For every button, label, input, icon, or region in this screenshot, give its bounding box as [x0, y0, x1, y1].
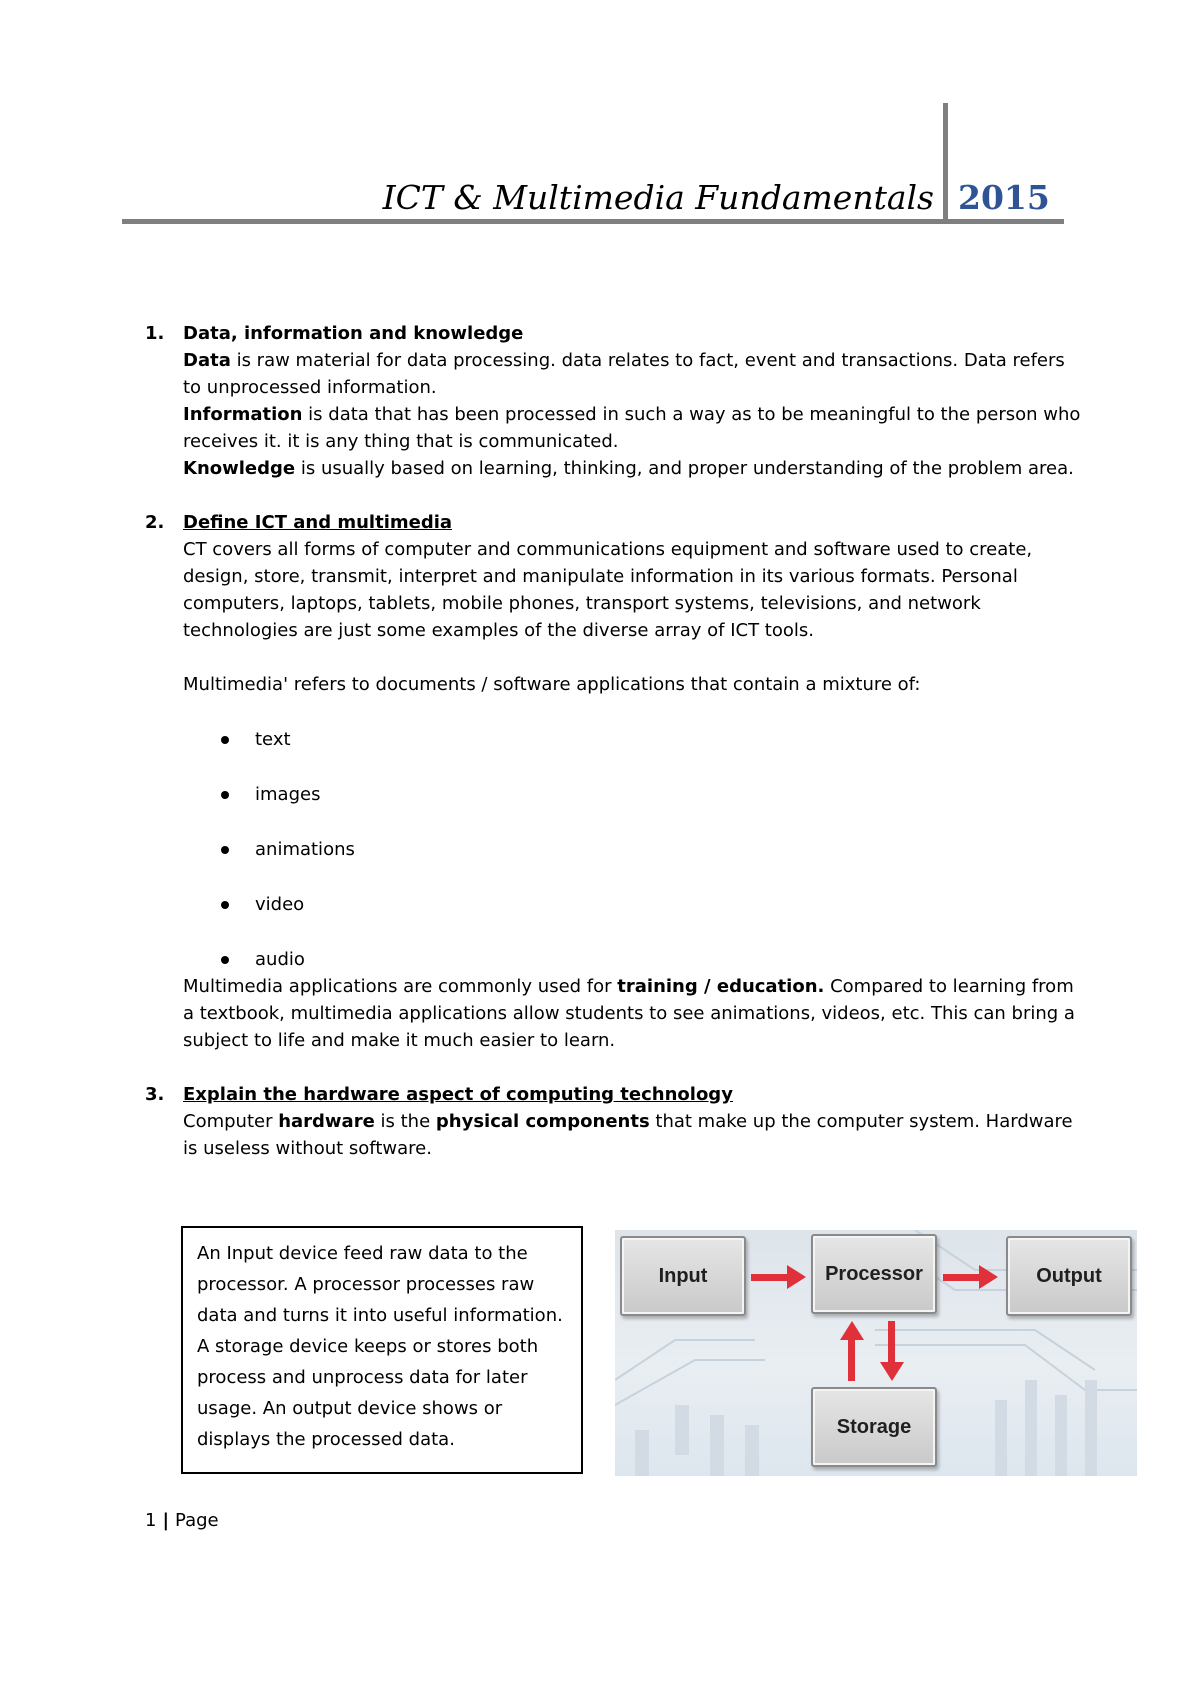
hardware-definition: [183, 1108, 1083, 1162]
term-hardware: hardware: [278, 1111, 375, 1132]
bullet-icon: [221, 901, 229, 909]
list-item: [183, 891, 1200, 918]
bullet-icon: [221, 846, 229, 854]
page-label: Page: [175, 1510, 219, 1531]
section-title: Data, information and knowledge: [183, 323, 524, 344]
term-information: Information: [183, 404, 303, 425]
list-item-text: animations: [255, 839, 355, 860]
term-data: Data: [183, 350, 231, 371]
document-year: 2015: [958, 178, 1050, 217]
processor-box: Processor: [811, 1234, 937, 1314]
arrow-right-icon: [943, 1263, 999, 1291]
header-divider-vertical: [943, 103, 948, 222]
section-number: 2.: [145, 512, 165, 533]
output-box: Output: [1006, 1236, 1132, 1316]
hardware-text-c: that make up the computer system. Hardware is useless without software.: [183, 1111, 1073, 1159]
ict-definition: CT covers all forms of computer and communications equipment and software used to create, design, store, transmit, interpret and manipulate information in its various formats. Personal computers, laptops, tablets, mobile phones, transport systems, televisions, and network technologies are just some examples of the diverse array of ICT tools.: [183, 539, 1033, 641]
storage-box: Storage: [811, 1387, 937, 1467]
bullet-icon: [221, 791, 229, 799]
term-knowledge: Knowledge: [183, 458, 296, 479]
information-definition-text: is data that has been processed in such a way as to be meaningful to the person who receives it. it is any thing that is communicated.: [183, 404, 1081, 452]
bullet-icon: [221, 736, 229, 744]
section-data-information-knowledge: [0, 320, 1200, 482]
multimedia-usage: [183, 973, 1083, 1054]
usage-text-a: Multimedia applications are commonly used for: [183, 976, 618, 997]
header-divider-horizontal: [122, 219, 1064, 224]
document-title: ICT & Multimedia Fundamentals: [382, 178, 934, 217]
multimedia-list: [183, 726, 1200, 973]
usage-emphasis: training / education.: [617, 976, 825, 997]
list-item-text: audio: [255, 949, 305, 970]
hardware-text-a: Computer: [183, 1111, 279, 1132]
term-physical-components: physical components: [435, 1111, 650, 1132]
knowledge-definition: [183, 455, 1083, 482]
multimedia-intro: Multimedia' refers to documents / software applications that contain a mixture of:: [183, 674, 921, 695]
data-definition: [183, 347, 1083, 401]
arrow-up-icon: [838, 1320, 866, 1382]
list-item: [183, 836, 1200, 863]
section-number: 1.: [145, 323, 165, 344]
list-item: [183, 726, 1200, 753]
section-hardware-aspect: [0, 1081, 1200, 1162]
arrow-right-icon: [751, 1263, 807, 1291]
list-item-text: images: [255, 784, 321, 805]
document-body: [0, 320, 1200, 1162]
input-box: Input: [620, 1236, 746, 1316]
section-title: Define ICT and multimedia: [183, 512, 453, 533]
hardware-text-b: is the: [374, 1111, 436, 1132]
information-definition: [183, 401, 1083, 455]
section-title: Explain the hardware aspect of computing technology: [183, 1084, 733, 1105]
computer-system-diagram: [615, 1230, 1137, 1476]
usage-text-b: Compared to learning from a textbook, multimedia applications allow students to see animations, videos, etc. This can bring a subject to life and make it much easier to learn.: [183, 976, 1075, 1051]
page-footer: [145, 1507, 219, 1534]
footer-separator: |: [162, 1510, 170, 1531]
list-item: [183, 946, 1200, 973]
arrow-down-icon: [878, 1320, 906, 1382]
knowledge-definition-text: is usually based on learning, thinking, and proper understanding of the problem area.: [295, 458, 1074, 479]
bullet-icon: [221, 956, 229, 964]
list-item-text: video: [255, 894, 305, 915]
page-number: 1: [145, 1510, 157, 1531]
section-define-ict-multimedia: [0, 509, 1200, 1054]
list-item: [183, 781, 1200, 808]
hardware-explanation-box: An Input device feed raw data to the processor. A processor processes raw data and turns it into useful information. A storage device keeps or stores both process and unprocess data for later usage. An output device shows or displays the processed data.: [181, 1226, 583, 1474]
data-definition-text: is raw material for data processing. data relates to fact, event and transactions. Data refers to unprocessed information.: [183, 350, 1065, 398]
list-item-text: text: [255, 729, 291, 750]
section-number: 3.: [145, 1084, 165, 1105]
